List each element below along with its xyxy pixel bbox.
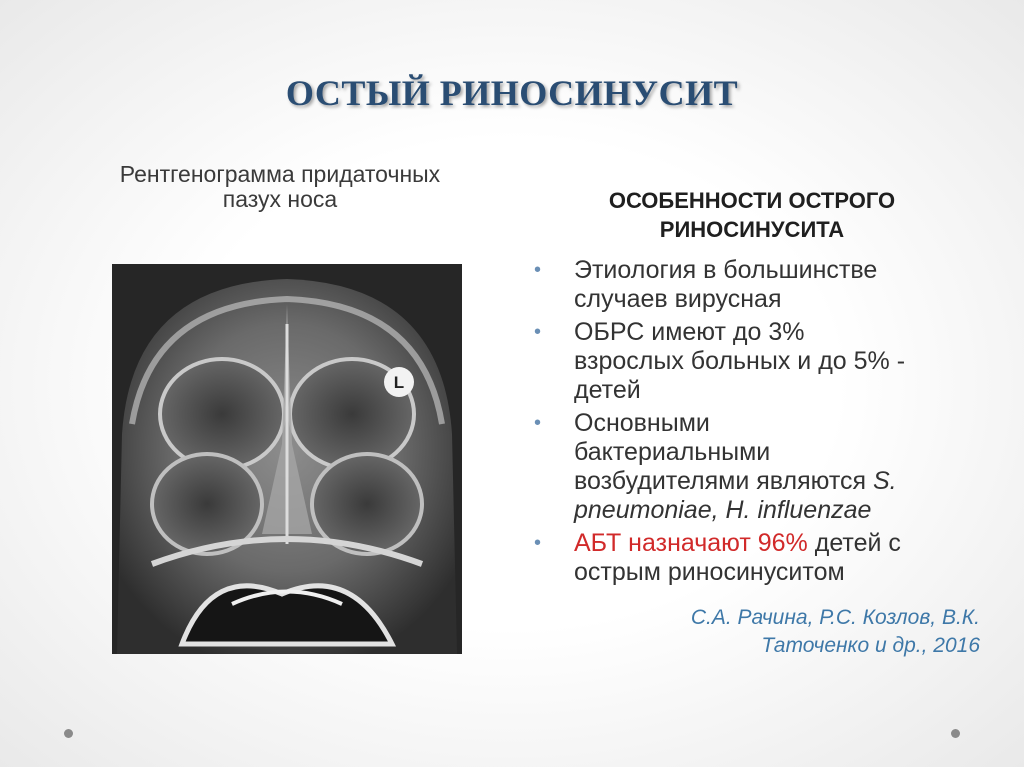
xray-marker-label: L	[393, 373, 405, 392]
nav-dot-left-icon	[64, 729, 73, 738]
slide-title: ОСТЫЙ РИНОСИНУСИТ	[285, 73, 739, 113]
nav-dot-right-icon	[951, 729, 960, 738]
sinus-xray-image	[112, 264, 462, 654]
bullet-dot-icon: •	[534, 259, 542, 281]
bullet-dot-icon: •	[534, 412, 542, 434]
section-heading	[532, 186, 972, 244]
bullet-dot-icon: •	[534, 532, 542, 554]
citation	[560, 604, 980, 660]
citation-line-1: С.А. Рачина, Р.С. Козлов, В.К.	[690, 606, 980, 629]
highlight-text: АБТ назначают 96%	[574, 529, 808, 557]
features-list	[530, 256, 980, 591]
citation-line-2: Таточенко и др., 2016	[761, 634, 980, 657]
xray-caption-line-2: пазух носа	[222, 186, 338, 212]
xray-caption-line-1: Рентгенограмма придаточных	[119, 161, 441, 187]
list-item: • ОБРС имеют до 3% взрослых больных и до 5% - детей	[534, 318, 906, 404]
list-item: • Этиология в большинстве случаев вирусная	[534, 256, 878, 313]
section-heading-line-2: РИНОСИНУСИТА	[659, 217, 845, 242]
list-item: • АБТ назначают 96% детей с острым риносинуситом	[534, 529, 901, 586]
section-heading-line-1: ОСОБЕННОСТИ ОСТРОГО	[608, 188, 896, 213]
bullet-dot-icon: •	[534, 321, 542, 343]
list-item: • Основными бактериальными возбудителями являются S. pneumoniae, H. influenzae	[534, 409, 897, 524]
xray-caption	[60, 162, 500, 212]
